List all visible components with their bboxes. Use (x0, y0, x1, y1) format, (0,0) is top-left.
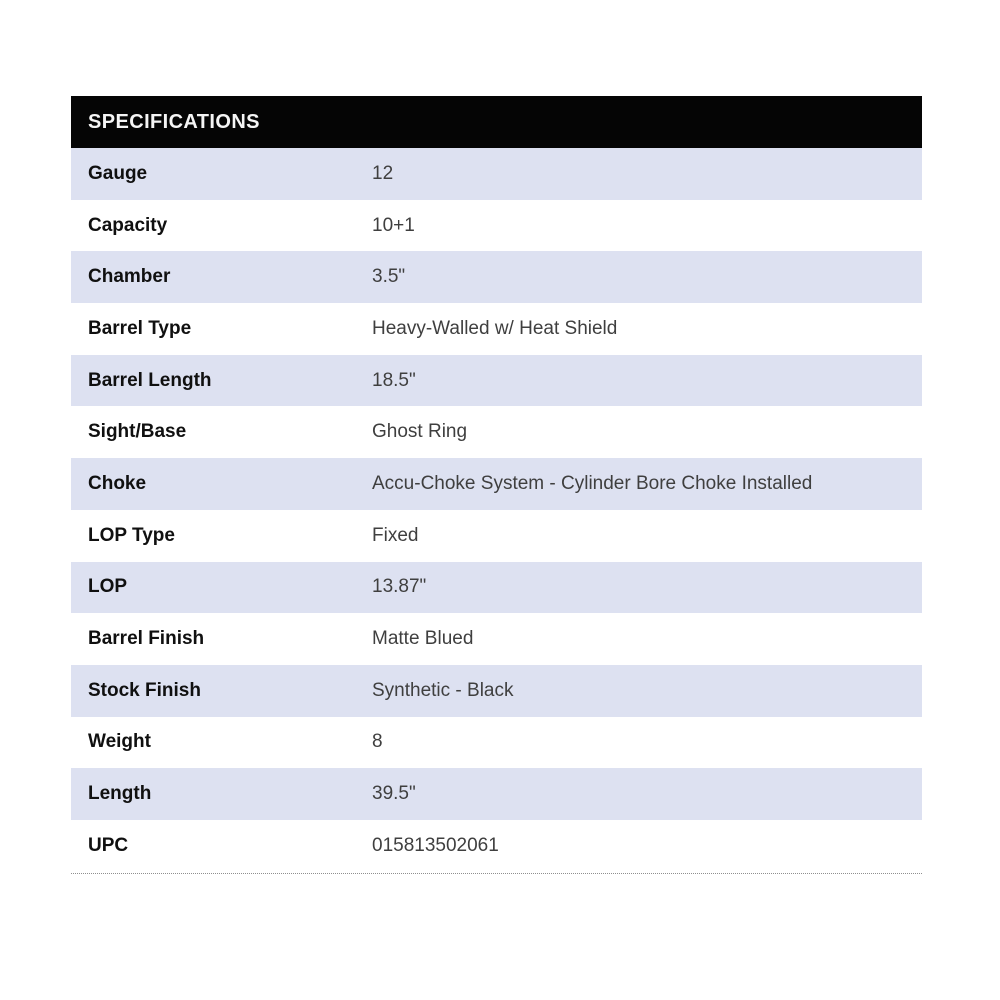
spec-row (71, 200, 922, 252)
spec-label: LOP Type (88, 524, 175, 546)
spec-value: Ghost Ring (372, 421, 468, 443)
spec-label: Barrel Length (88, 369, 212, 391)
spec-value: 12 (372, 162, 394, 184)
spec-row (71, 406, 922, 458)
spec-value: Accu-Choke System - Cylinder Bore Choke Installed (372, 472, 813, 494)
spec-value: Matte Blued (372, 628, 474, 650)
spec-value: 18.5" (372, 369, 416, 391)
spec-row (71, 510, 922, 562)
spec-value: 8 (372, 731, 383, 753)
spec-row (71, 458, 922, 510)
spec-value: 13.87" (372, 576, 427, 598)
specifications-table (71, 148, 922, 872)
spec-row (71, 355, 922, 407)
spec-row (71, 562, 922, 614)
spec-label: Length (88, 783, 152, 805)
spec-row (71, 613, 922, 665)
spec-label: Chamber (88, 266, 171, 288)
spec-label: Gauge (88, 162, 148, 184)
spec-value: Fixed (372, 524, 419, 546)
spec-label: Choke (88, 472, 147, 494)
spec-label: LOP (88, 576, 128, 598)
spec-value: Heavy-Walled w/ Heat Shield (372, 317, 618, 339)
spec-row (71, 820, 922, 872)
spec-value: Synthetic - Black (372, 679, 514, 701)
bottom-dotted-divider (71, 873, 922, 874)
spec-row (71, 717, 922, 769)
specifications-title: SPECIFICATIONS (88, 110, 260, 133)
spec-label: Sight/Base (88, 421, 187, 443)
spec-label: Barrel Finish (88, 628, 205, 650)
spec-row (71, 251, 922, 303)
spec-value: 3.5" (372, 266, 406, 288)
spec-value: 39.5" (372, 783, 416, 805)
spec-row (71, 768, 922, 820)
spec-value: 015813502061 (372, 834, 499, 856)
spec-label: Capacity (88, 214, 168, 236)
spec-row (71, 148, 922, 200)
spec-row (71, 665, 922, 717)
spec-label: Barrel Type (88, 317, 192, 339)
spec-label: Stock Finish (88, 679, 201, 701)
spec-row (71, 303, 922, 355)
spec-label: UPC (88, 834, 129, 856)
specifications-panel (71, 96, 922, 874)
spec-value: 10+1 (372, 214, 415, 236)
specifications-header (71, 96, 922, 148)
spec-label: Weight (88, 731, 151, 753)
